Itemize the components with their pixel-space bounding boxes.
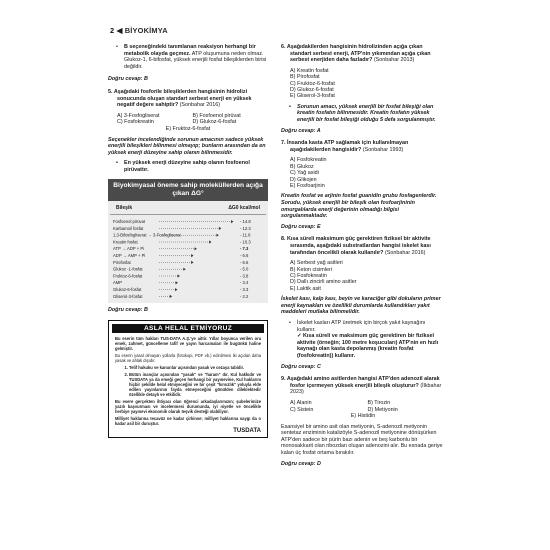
notice-title: ASLA HELAL ETMİYORUZ: [112, 324, 264, 333]
notice-list-item: 2. Bütün inançlar açısından "yasak" ve "haram" dır. Kul hakkıdır ve TUSDATA ya da emeği geçen herhangi bir yayınevine, Kul haklarını hiçbir şekilde helal etmiyeceğini ve bir çeşit "hırsızlık" yoluyla elde edilen yayınlarının fayda etmeyeceğini gönülden dileklektedir özellikle detaylı ve etkilidir.: [129, 372, 261, 397]
chart-header: [110, 203, 266, 216]
question-source: (Sonbahar 2016): [179, 102, 221, 109]
explanation-bullet: • En yüksek enerji düzeyine sahip olanın fosfoenol pirüvattır.: [108, 160, 268, 173]
option-c: C) Yağ asidi: [290, 170, 319, 177]
option-c: C) Fruktoz-6-fosfat: [290, 80, 335, 87]
question-5: [108, 89, 268, 109]
chart-category-label: ATP → ADP + Pi: [113, 246, 145, 252]
chart-category-label: ADP → AMP + Pi: [113, 253, 146, 259]
chart-header-left: Bileşik: [116, 204, 133, 211]
question-5-options: [108, 113, 268, 126]
arrow-right-icon: [183, 268, 185, 271]
chart-category-label: Gliserol-3-fosfat: [113, 293, 143, 299]
option-c: C) Fosfokreatin: [290, 272, 327, 279]
chart-header-right: ΔG0 kcal/mol: [228, 204, 260, 211]
chart-category-label: Fosfoenol pirüvat: [113, 219, 146, 225]
question-9-options: [281, 400, 445, 413]
option-a: A) Alanin: [290, 399, 312, 406]
option-c: C) Sistein: [290, 406, 314, 413]
question-source: (İlkbahar 2023): [290, 382, 442, 396]
chart-category-label: 1,3-Bifosfogliserat → 3-Fosfogliserat: [113, 232, 181, 238]
right-column: [281, 44, 445, 467]
arrow-right-icon: [170, 295, 172, 298]
option-b: B) Tirozin: [367, 399, 391, 406]
option-e: E) Laktik asit: [290, 285, 321, 292]
energy-chart: [108, 201, 268, 304]
left-column: [108, 44, 268, 438]
explanation-text: Seçenekler incelendiğinde sorunun amacının sadece yüksek enerjili bileşikleri bilinmesi olmayıp; bunların arasından da en yüksek enerji düzeyine sahip olanın bilinmesidir.: [108, 136, 266, 156]
notice-list-item: 1. Telif hukuku ve kanunlar açısından yasak ve cezaya tabidir.: [129, 365, 261, 370]
arrow-right-icon: [191, 254, 193, 257]
option-e: E) Fruktoz-6-fosfat: [165, 125, 211, 132]
chart-category-label: Pirofosfat: [113, 259, 131, 265]
arrow-right-icon: [175, 288, 177, 291]
bullet-bold-text: B seçeneğindeki tanımlanan reaksiyon herhangi bir metabolik olayda geçmez.: [124, 44, 256, 57]
question-8: [281, 236, 445, 256]
option-e: E) Gliserol-3-fosfat: [290, 93, 335, 100]
question-text: Kısa süreli maksimum güç gerektiren fiziksel bir aktivite sırasında, aşağıdaki substratlardan hangisi iskelet kası tarafından öncelikli olarak kullanılır?: [287, 236, 431, 256]
chart-value-label: - 14.8: [240, 219, 251, 225]
option-a: A) Kreatin fosfat: [290, 67, 329, 74]
option-e: E) Histidin: [350, 413, 376, 420]
option-d: D) Metiyonin: [367, 406, 398, 413]
chart-category-label: Fruktoz-6-fosfat: [113, 273, 143, 279]
explanation-bullet: • İskelet kasları ATP üretmek için birçok yakıt kaynağını kullanır.: [281, 320, 445, 333]
energy-bars: [110, 215, 266, 299]
answer-line: Doğru cevap: A: [281, 127, 321, 134]
notice-paragraph: Bu esere gerçekten ihtiyacı olan öğrenci arkadaşlarımızın; şubelerimize yazılı başvurması ve incelenmesi durumunda, iyi niyetle ve öncelikle herbiye yayınevi ekonomik olarak teşvik desteği olabiliyor.: [115, 398, 261, 414]
arrow-right-icon: [219, 227, 221, 230]
chart-title: Biyokimyasal öneme sahip moleküllerden açığa çıkan ΔG°: [108, 179, 268, 201]
answer-line: Doğru cevap: B: [108, 307, 148, 314]
question-9: [281, 376, 445, 396]
option-d: D) Glukoz-6-fosfat: [290, 87, 334, 93]
checkmark-text: Kısa süreli ve maksimum güç gerektiren bir fiziksel aktivite (örneğin; 100 metre koşucuları) ATP'nin en hızlı kaynağı olan kasta depolanmış (kreatin fosfat (fosfokreatin)) kullanır.: [297, 333, 439, 359]
chart-value-label: - 6.6: [240, 259, 249, 265]
explanation-bullet: [108, 44, 268, 70]
checkmark-icon: ✓: [297, 333, 304, 340]
chart-value-label: - 3.4: [240, 280, 249, 286]
answer-line: Doğru cevap: B: [108, 76, 148, 83]
option-d: D) Glikojen: [290, 176, 317, 183]
chart-category-label: Karbamoil fosfat: [113, 225, 144, 231]
option-a: A) Fosfokreatin: [290, 157, 327, 164]
arrow-right-icon: [176, 281, 178, 284]
question-number: 8.: [281, 236, 286, 243]
arrow-right-icon: [191, 261, 193, 264]
arrow-right-icon: [216, 234, 218, 237]
chart-category-label: Glukoz -1-fosfat: [113, 266, 143, 272]
question-6: [281, 44, 445, 64]
answer-line: Doğru cevap: D: [281, 460, 321, 467]
chart-value-label: - 11.8: [240, 232, 251, 238]
option-b: B) Glukoz: [290, 163, 314, 170]
notice-list: [115, 365, 261, 397]
option-e: E) Fosfoarjinin: [290, 183, 325, 189]
checkmark-item: [281, 333, 445, 359]
explanation-text: Kreatin fosfat ve arjinin fosfat guanidin grubu fosfagenlerdir. Sorudu, yüksek enerjili bir bileşik olan fosfoarjininin omurgalılarda enerji değerinin olmadığı bilgisi sorgulanmaktadır.: [281, 193, 437, 220]
option-b: B) Keton cisimleri: [290, 266, 332, 273]
question-number: 6.: [281, 44, 286, 50]
question-source: (Sonbahar 2013): [373, 57, 415, 64]
arrow-right-icon: [231, 220, 233, 223]
bullet-text: ATP oluşumuna neden olmaz. Glukoz-1, 6-bifosfat, yüksek enerjili fosfat bileşiklerden birisi değildir.: [124, 50, 267, 70]
option-b: B) Pirofosfat: [290, 74, 320, 81]
question-text: İnsanda kasta ATP sağlamak için kullanılmayan aşağıdakilerden hangisidir?: [287, 140, 409, 153]
option-b: B) Fosfoenol pirüvat: [192, 112, 241, 119]
chart-value-label: - 3.3: [240, 287, 249, 293]
question-number: 7.: [281, 140, 286, 147]
explanation-text: Esansiyel bir amino asit olan metiyonin, S-adenozil metiyonin sentetaz enziminin katalizöyle S-adenozil metiyonine dönüşürken ATP'den sadece bir pürin bazı adenin ve beş karbonlu bir monosakkarit olan ribozdan oluşan adenozini alır. Bu esnada geriye kalan üç fosfat ortama bırakılır.: [281, 423, 443, 457]
arrow-right-icon: [209, 240, 211, 243]
notice-paragraph: Bu eserin tüm hakları TUS-DATA A.Ş.'ye aittir. Yıllar boyunca verilen ora emek, zahmet, güncelleme tafif ve yayın harcamaları ile bugünkü haline gelmiştir.: [115, 335, 261, 351]
question-number: 5.: [108, 88, 113, 95]
question-text: Aşağıdaki fosforile bileşiklerden hangisinin hidrolizi sonucunda oluşan standart serbest enerji en yüksek negatif değere sahiptir?: [113, 88, 252, 109]
chart-value-label: - 12.3: [240, 225, 251, 231]
question-7: [281, 140, 445, 153]
question-7-options: [281, 157, 445, 189]
chart-value-label: - 2.2: [240, 293, 249, 299]
chart-value-label: - 5.0: [240, 266, 249, 272]
chart-category-label: Glukoz-6-fosfat: [113, 287, 142, 293]
chart-category-label: AMP: [113, 280, 123, 286]
option-d: D) Dallı zincirli amino asitler: [290, 279, 357, 286]
page-header: [110, 26, 168, 35]
book-section-title: BİYOKİMYA: [124, 26, 168, 35]
answer-line: Doğru cevap: C: [281, 363, 321, 370]
question-number: 9.: [281, 376, 286, 383]
question-text: Aşağıdakilerden hangisinin hidrolizinden açığa çıkan standart serbest enerji, ATP'nin yıkımından açığa çıkan serbest enerjiden daha fazladır?: [286, 44, 431, 64]
option-a: A) Serbest yağ asitleri: [290, 260, 343, 267]
question-6-options: [281, 68, 445, 100]
option-d: D) Glukoz-6-fosfat: [192, 119, 237, 126]
question-source: (Sonbahar 2016): [384, 249, 426, 256]
option-c: C) Fosfokreatin: [117, 119, 154, 126]
explanation-bullet: • Sorunun amacı, yüksek enerjili bir fosfat bileşiği olan kreatin fosfatın bilinmesidir. Kreatin fosfatın yüksek enerjili bir fosfat bileşiği olduğu 5 defa sorgulanmıştır.: [281, 104, 445, 124]
chart-value-label: - 6.6: [240, 253, 249, 259]
notice-paragraph: Milliyet haklarına tecavüz ne kadar çirkinse; milliyet haklarına saygı da o kadar asil bir duruştur.: [115, 415, 261, 426]
question-text: Aşağıdaki amino asitlerden hangisi ATP'den adenozil alarak fosfor içermeyen yüksek enerjili bileşik oluşturur?: [286, 376, 440, 389]
notice-body: [109, 336, 267, 426]
answer-line: Doğru cevap: E: [281, 223, 321, 230]
arrow-right-icon: [177, 274, 179, 277]
triangle-left-icon: ◀: [116, 26, 123, 35]
publisher-logo: TUSDATA: [233, 427, 261, 434]
chart-value-label: - 3.8: [240, 273, 249, 279]
question-8-options: [281, 260, 445, 292]
notice-paragraph: Bu eserin yasal olmayan yollarla (fotokopi, PDF vb.) edinilmesi iki açıdan daha yasak ve ahlak dışıdır.: [115, 352, 261, 363]
explanation-text: İskelet kası, kalp kası, beyin ve karaciğer gibi dokuların primer enerji kaynakları ve özellikli durumlarda kullandıkları yakıt maddeleri mutlaka bilinmelidir.: [281, 296, 441, 316]
option-a: A) 3-Fosfogliserat: [117, 112, 160, 119]
page-number: 2: [110, 26, 115, 35]
chart-value-label: - 10.3: [240, 239, 251, 245]
chart-value-label: - 7.3: [240, 246, 249, 252]
copyright-notice: [108, 320, 268, 439]
question-source: (Sonbahar 1993): [362, 146, 404, 153]
chart-category-label: Kreatin fosfat: [113, 239, 138, 245]
arrow-right-icon: [195, 247, 197, 250]
